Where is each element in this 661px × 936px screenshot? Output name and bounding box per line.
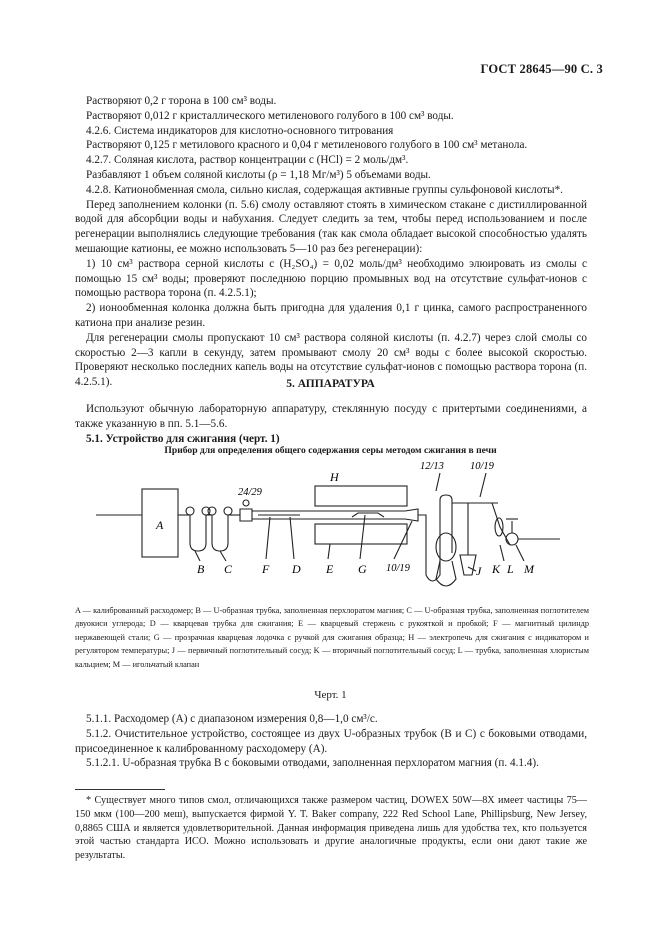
label-l: L: [507, 562, 514, 576]
label-k: K: [492, 562, 501, 576]
paragraph: 5.1.1. Расходомер (A) с диапазоном измерения 0,8—1,0 см³/с.: [86, 713, 378, 725]
paragraph: Растворяют 0,012 г кристаллического метиленового голубого в 100 см³ воды.: [86, 109, 454, 122]
figure-title: Прибор для определения общего содержания серы методом сжигания в печи: [164, 445, 497, 456]
absorber-j: [426, 495, 452, 581]
label-joint-24-29: 24/29: [238, 487, 262, 498]
label-m: M: [524, 562, 534, 576]
u-tube-b: [190, 515, 206, 551]
footnote: * Существует много типов смол, отличающихся также размером частиц, DOWEX 50W—8X имеет частицы 75—150 мкм (100—200 меш), выпускается фирмой Y. T. Baker company, 222 Red School Lane, Phillipsburg, New Jersey, 0,8865 США и является удовлетворительной. Данная информация приведена лишь для удобства тех, кто пользуется этой частью стандарта ИСО. Можно использовать и другие аналогичные продукты, если они дают такие же результаты.: [75, 795, 587, 862]
label-joint-12-13: 12/13: [420, 461, 444, 472]
subsection-heading: 5.1. Устройство для сжигания (черт. 1): [86, 432, 280, 445]
figure-number: Черт. 1: [314, 689, 347, 701]
label-d: D: [292, 562, 301, 576]
paragraph: Растворяют 0,2 г торона в 100 см³ воды.: [86, 95, 277, 107]
label-e: E: [326, 562, 334, 576]
label-joint-10-19-low: 10/19: [386, 563, 410, 574]
needle-valve: [506, 533, 518, 545]
paragraph: 4.2.6. Система индикаторов для кислотно-основного титрования: [86, 124, 394, 137]
paragraph: 5.1.2.1. U-образная трубка B с боковыми отводами, заполненная перхлоратом магния (п. 4.1.4).: [86, 757, 539, 770]
label-f: F: [262, 562, 270, 576]
paragraph: Разбавляют 1 объем соляной кислоты (ρ = 1,18 Мг/м³) 5 объемами воды.: [86, 168, 431, 181]
paragraph: 5.1.2. Очистительное устройство, состоящее из двух U-образных трубок (B и C) с боковыми отводами, присоединенное к калиброванному расходомеру (A).: [75, 727, 587, 755]
furnace-bottom: [315, 524, 407, 544]
label-a: A: [156, 518, 164, 532]
u-tube-c: [212, 515, 228, 551]
paragraph: Перед заполнением колонки (п. 5.6) смолу оставляют стоять в химическом стакане с дистиллированной водой для абсорбции воды и набухания. Следует следить за тем, чтобы перед использованием и после регенерации выполнялись следующие требования (так как смола обладает высокой способностью удалять мешающие катионы, ее можно использовать 5—10 раз без регенерации):: [75, 198, 587, 255]
text-block-apparatus: [75, 402, 587, 446]
label-h: H: [330, 470, 339, 484]
section-title: 5. АППАРАТУРА: [286, 378, 375, 390]
paragraph: 1) 10 см³ раствора серной кислоты с (H₂SO₄) = 0,02 моль/дм³ необходимо элюировать из смолы с помощью 15 см³ воды; проверяют последнюю порцию промывных вод на отсутствие сульфат-ионов с помощью раствора торона (п. 4.2.5.1);: [75, 257, 587, 300]
label-joint-10-19-high: 10/19: [470, 461, 494, 472]
apparatus-diagram: [0, 455, 661, 600]
label-b: B: [197, 562, 205, 576]
paragraph: 2) ионообменная колонка должна быть пригодна для удаления 0,1 г цинка, самого распространенного катиона при анализе резин.: [75, 302, 587, 329]
paragraph: Для регенерации смолы пропускают 10 см³ раствора соляной кислоты (п. 4.2.7) через слой смолы со скоростью 2—3 капли в секунду, затем промывают смолу 20 см³ воды с более высокой скоростью. Проверяют несколько последних капель воды на отсутствие сульфат-ионов с помощью раствора торона (п. 4.2.5.1).: [75, 331, 587, 389]
paragraph: Используют обычную лабораторную аппаратуру, стеклянную посуду с притертыми соединениями, а также указанную в пп. 5.1—5.6.: [75, 403, 587, 430]
figure-caption: A — калиброванный расходомер; B — U-образная трубка, заполненная перхлоратом магния; C — U-образная трубка, заполненная поглотителем двуокиси углерода; D — кварцевая трубка для сжигания; E — кварцевый стержень с рукояткой и пробкой; F — магнитный цилиндр нержавеющей стали; G — прозрачная кварцевая лодочка с ручкой для сжигания образца; H — электропечь для сжигания с индикатором и регулятором температуры; J — первичный поглотительный сосуд; K — вторичный поглотительный сосуд; L — трубка, заполненная хлористым кальцием; M — игольчатый клапан: [75, 606, 589, 669]
absorber-k: [460, 555, 476, 575]
text-block-reagents: [75, 94, 587, 390]
label-j: J: [476, 564, 482, 578]
page-header: ГОСТ 28645—90 С. 3: [480, 62, 603, 76]
text-block-equipment: [75, 712, 587, 771]
label-c: C: [224, 562, 233, 576]
label-g: G: [358, 562, 367, 576]
paragraph: 4.2.7. Соляная кислота, раствор концентрации с (HCl) = 2 моль/дм³.: [86, 154, 409, 167]
furnace-top: [315, 486, 407, 506]
paragraph: Растворяют 0,125 г метилового красного и 0,04 г метиленового голубого в 100 см³ метанола.: [86, 139, 528, 152]
footnote-rule: [75, 789, 165, 790]
paragraph: 4.2.8. Катионобменная смола, сильно кислая, содержащая активные группы сульфоновой кислоты*.: [86, 183, 563, 196]
